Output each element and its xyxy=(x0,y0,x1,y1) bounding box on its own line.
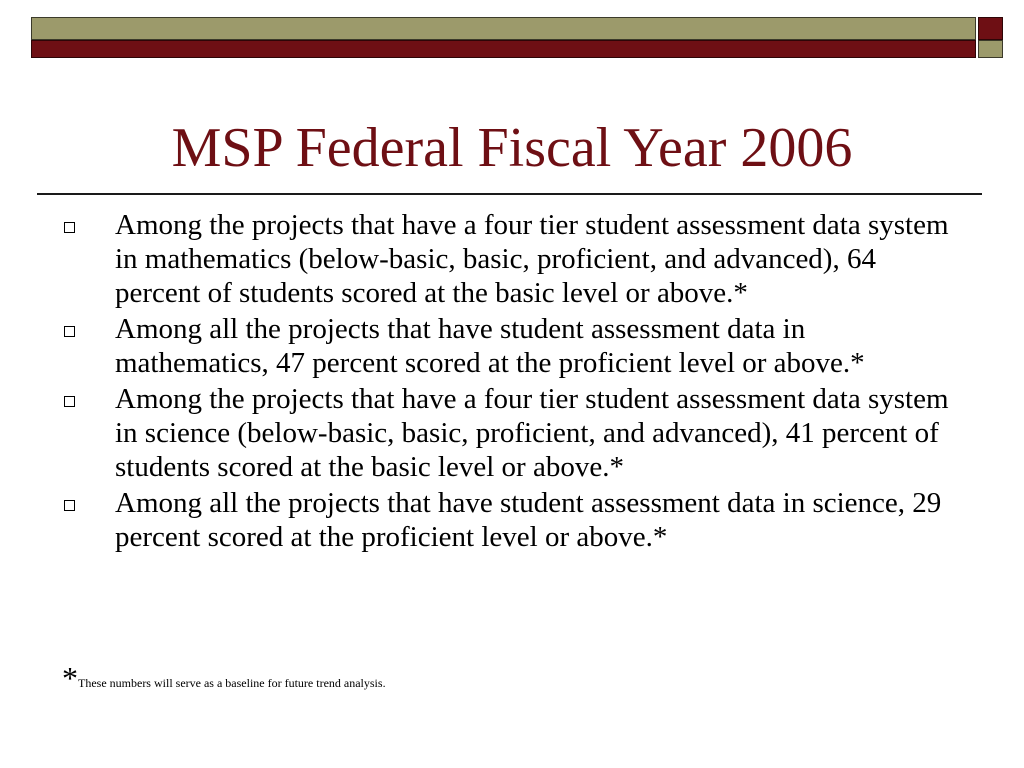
header-square-olive xyxy=(978,40,1003,58)
hollow-square-bullet-icon xyxy=(64,326,75,337)
hollow-square-bullet-icon xyxy=(64,500,75,511)
bullet-text: Among all the projects that have student assessment data in mathematics, 47 percent scored at the proficient level or above.* xyxy=(115,313,865,379)
bullet-text: Among the projects that have a four tier student assessment data system in mathematics (below-basic, basic, proficient, and advanced), 64 percent of students scored at the basic level or above.* xyxy=(115,209,949,309)
header-band-maroon xyxy=(31,40,976,58)
bullet-list xyxy=(0,208,1024,556)
header-square-maroon xyxy=(978,17,1003,40)
hollow-square-bullet-icon xyxy=(64,222,75,233)
bullet-text: Among all the projects that have student assessment data in science, 29 percent scored at the proficient level or above.* xyxy=(115,487,942,553)
footnote-marker: * xyxy=(62,660,78,696)
bullet-text: Among the projects that have a four tier student assessment data system in science (below-basic, basic, proficient, and advanced), 41 percent of students scored at the basic level or above.* xyxy=(115,383,949,483)
bullet-item xyxy=(0,208,1024,310)
bullet-item xyxy=(0,486,1024,554)
title-divider xyxy=(37,193,982,195)
header-band-olive xyxy=(31,17,976,40)
slide-title: MSP Federal Fiscal Year 2006 xyxy=(171,117,853,179)
hollow-square-bullet-icon xyxy=(64,396,75,407)
bullet-item xyxy=(0,312,1024,380)
footnote xyxy=(62,662,386,694)
footnote-text: These numbers will serve as a baseline for future trend analysis. xyxy=(78,676,386,690)
bullet-item xyxy=(0,382,1024,484)
